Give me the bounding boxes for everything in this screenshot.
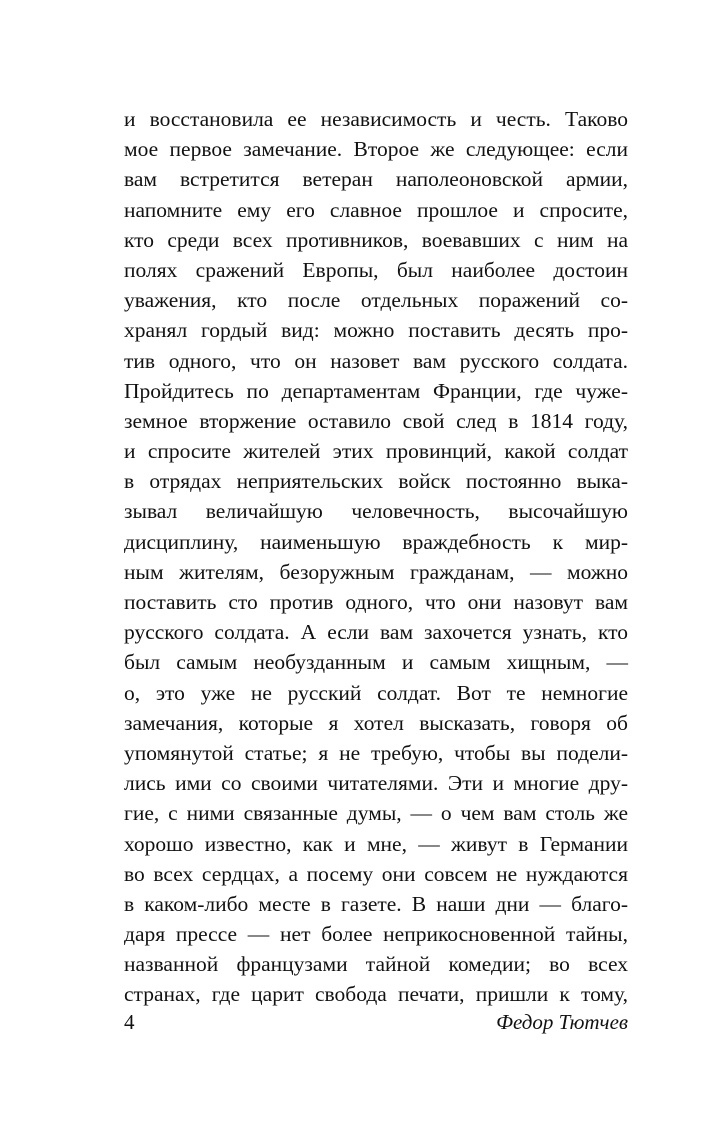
text-line: в отрядах неприятельских войск постоянно выка- (124, 469, 628, 494)
text-line: ным жителям, безоружным гражданам, — можно (124, 559, 628, 584)
text-line: был самым необузданным и самым хищным, — (124, 650, 628, 675)
text-line: даря прессе — нет более неприкосновенной тайны, (124, 922, 628, 947)
text-line: уважения, кто после отдельных поражений со- (124, 288, 628, 313)
text-line: в каком-либо месте в газете. В наши дни — благо- (124, 891, 628, 916)
text-line: полях сражений Европы, был наиболее достоин (124, 257, 628, 282)
text-line: зывал величайшую человечность, высочайшую (124, 499, 628, 524)
text-line: и восстановила ее независимость и честь. Таково (124, 107, 628, 131)
text-line: названной французами тайной комедии; во всех (124, 952, 628, 977)
text-line: замечания, которые я хотел высказать, говоря об (124, 710, 628, 735)
text-line: во всех сердцах, а посему они совсем не нуждаются (124, 861, 628, 886)
text-line: странах, где царит свобода печати, пришли к тому, (124, 982, 628, 1007)
text-line: о, это уже не русский солдат. Вот те немногие (124, 680, 628, 705)
text-line: поставить сто против одного, что они назовут вам (124, 590, 628, 614)
text-line: упомянутой статье; я не требую, чтобы вы подели- (124, 740, 628, 765)
text-line: русского солдата. А если вам захочется узнать, кто (124, 620, 628, 645)
text-line: вам встретится ветеран наполеоновской армии, (124, 167, 628, 192)
text-line: кто среди всех противников, воевавших с ним на (124, 227, 628, 252)
text-line: напомните ему его славное прошлое и спросите, (124, 197, 628, 222)
text-line: и спросите жителей этих провинций, какой солдат (124, 439, 628, 464)
text-line: лись ими со своими читателями. Эти и многие дру- (124, 771, 628, 796)
page-footer (124, 1007, 628, 1037)
body-text (124, 104, 628, 1010)
text-line: тив одного, что он назовет вам русского солдата. (124, 348, 628, 373)
text-line: мое первое замечание. Второе же следующее: если (124, 137, 628, 162)
page-number: 4 (124, 1010, 135, 1034)
text-line: хранял гордый вид: можно поставить десять про- (124, 318, 628, 343)
text-line: Пройдитесь по департаментам Франции, где чуже- (124, 378, 628, 403)
text-line: гие, с ними связанные думы, — о чем вам столь же (124, 801, 628, 826)
text-line: дисциплину, наименьшую враждебность к мир- (124, 529, 628, 554)
text-line: хорошо известно, как и мне, — живут в Германии (124, 831, 628, 856)
text-line: земное вторжение оставило свой след в 1814 году, (124, 408, 628, 433)
running-head: Федор Тютчев (496, 1010, 628, 1034)
